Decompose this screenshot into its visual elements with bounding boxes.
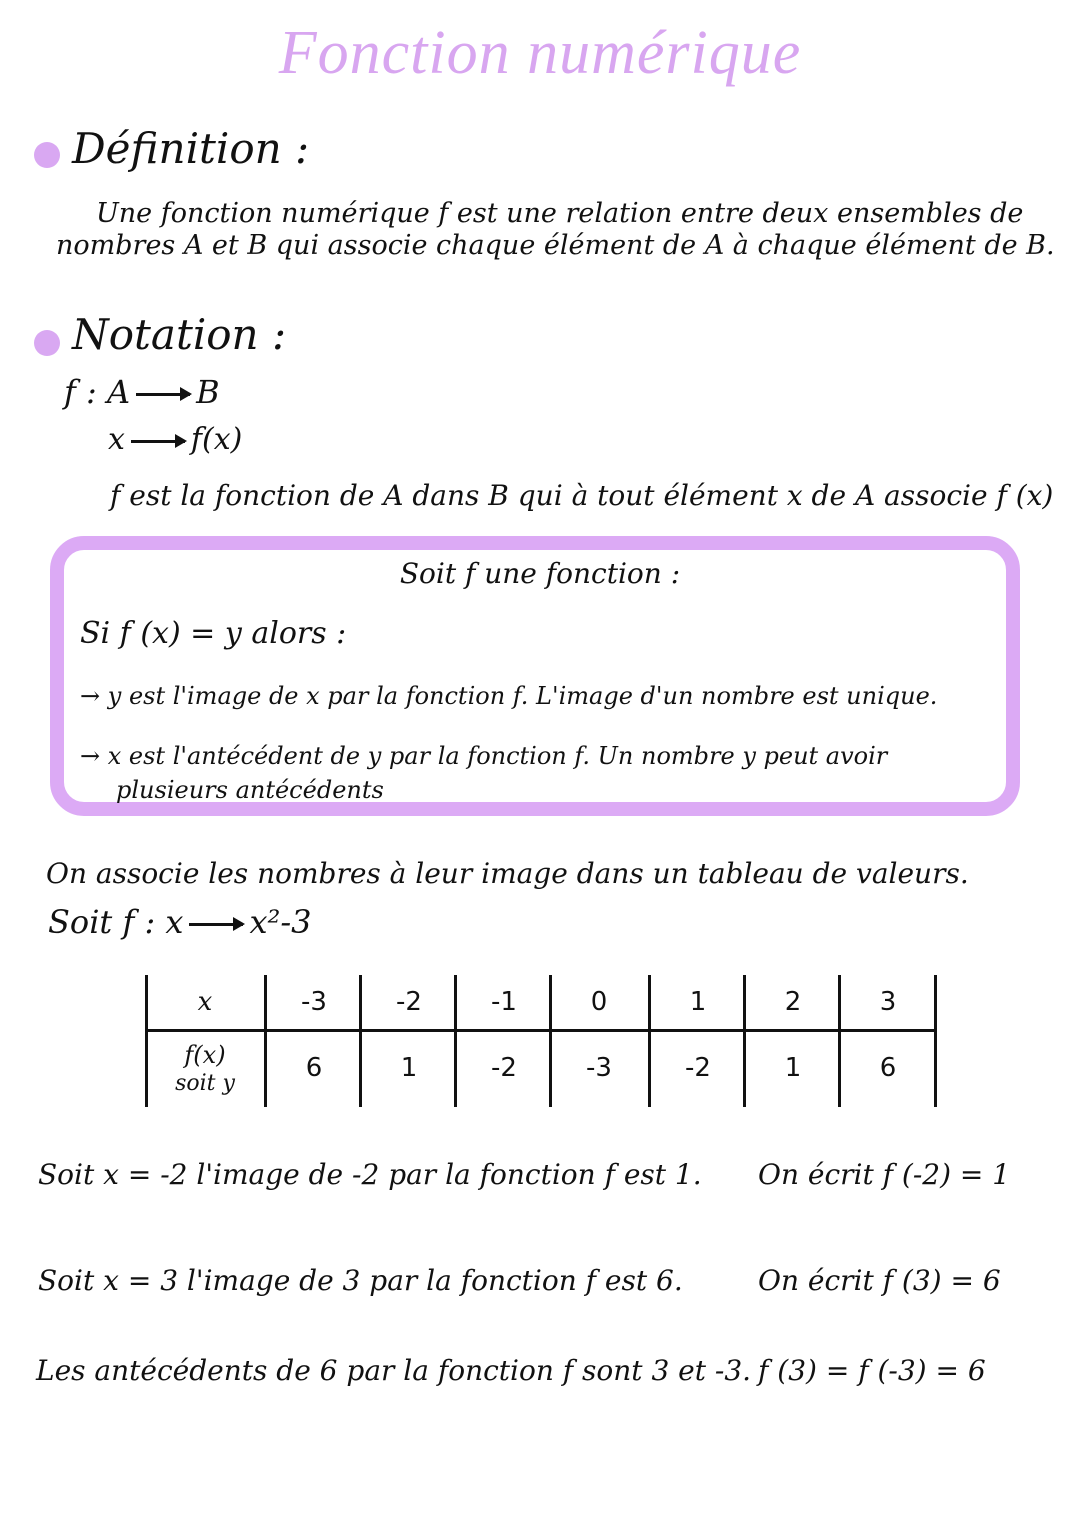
arrow-icon: → bbox=[80, 682, 101, 710]
example-3-notation: f (3) = f (-3) = 6 bbox=[758, 1354, 986, 1387]
box-item-1-text: y est l'image de x par la fonction f. L'image d'un nombre est unique. bbox=[107, 682, 938, 710]
notation-mapping-row-1 bbox=[64, 373, 220, 411]
page-title: Fonction numérique bbox=[278, 19, 802, 87]
table-cell-y: -3 bbox=[586, 1053, 612, 1083]
arrow-icon bbox=[189, 923, 243, 926]
example-1-notation: On écrit f (-2) = 1 bbox=[758, 1158, 1011, 1191]
table-intro: On associe les nombres à leur image dans un tableau de valeurs. bbox=[46, 857, 969, 890]
table-cell-x: -1 bbox=[491, 987, 517, 1017]
function-definition-left: Soit f : x bbox=[48, 903, 184, 941]
table-header-x: x bbox=[197, 987, 213, 1017]
definition-heading: Définition : bbox=[72, 124, 310, 173]
function-definition bbox=[48, 903, 312, 941]
notation-domain: f : A bbox=[64, 373, 131, 411]
arrow-icon bbox=[131, 440, 185, 443]
notation-mapping-row-2 bbox=[108, 424, 242, 456]
table-cell-y: 1 bbox=[784, 1053, 802, 1083]
box-item-1 bbox=[80, 680, 937, 712]
arrow-icon bbox=[136, 393, 190, 396]
table-cell-y: 6 bbox=[305, 1053, 323, 1083]
box-title: Soit f une fonction : bbox=[399, 557, 681, 590]
table-cell-x: 2 bbox=[784, 987, 802, 1017]
table-cell-x: 0 bbox=[590, 987, 608, 1017]
notation-image: f(x) bbox=[190, 422, 243, 457]
notation-variable: x bbox=[108, 422, 125, 457]
box-item-2-text: x est l'antécédent de y par la fonction f. Un nombre y peut avoir bbox=[107, 742, 888, 770]
notation-heading: Notation : bbox=[72, 310, 287, 359]
notation-explanation: f est la fonction de A dans B qui à tout élément x de A associe f (x) bbox=[110, 479, 1054, 512]
table-cell-x: 3 bbox=[879, 987, 897, 1017]
table-cell-x: -2 bbox=[396, 987, 422, 1017]
definition-line-1: Une fonction numérique f est une relation entre deux ensembles de bbox=[96, 198, 1024, 229]
definition-line-2: nombres A et B qui associe chaque élément de A à chaque élément de B. bbox=[56, 230, 1055, 261]
example-1-text: Soit x = -2 l'image de -2 par la fonction f est 1. bbox=[38, 1158, 702, 1191]
table-cell-x: 1 bbox=[689, 987, 707, 1017]
example-2-text: Soit x = 3 l'image de 3 par la fonction f est 6. bbox=[38, 1264, 683, 1297]
value-table bbox=[145, 975, 937, 1107]
bullet-icon bbox=[34, 330, 60, 356]
table-divider bbox=[145, 1029, 937, 1032]
box-item-2-continued: plusieurs antécédents bbox=[116, 776, 384, 804]
example-3-text: Les antécédents de 6 par la fonction f sont 3 et -3. bbox=[36, 1354, 752, 1387]
table-cell-y: -2 bbox=[685, 1053, 711, 1083]
table-cell-y: 6 bbox=[879, 1053, 897, 1083]
notation-codomain: B bbox=[196, 373, 220, 411]
arrow-icon: → bbox=[80, 742, 101, 770]
table-cell-y: 1 bbox=[400, 1053, 418, 1083]
table-header-y: f(x) bbox=[184, 1041, 226, 1069]
function-definition-right: x²-3 bbox=[249, 903, 312, 941]
box-item-2 bbox=[80, 740, 887, 772]
box-condition: Si f (x) = y alors : bbox=[80, 616, 347, 651]
bullet-icon bbox=[34, 142, 60, 168]
table-cell-y: -2 bbox=[491, 1053, 517, 1083]
table-header-y-sub: soit y bbox=[175, 1071, 235, 1096]
example-2-notation: On écrit f (3) = 6 bbox=[758, 1264, 1001, 1297]
table-cell-x: -3 bbox=[301, 987, 327, 1017]
